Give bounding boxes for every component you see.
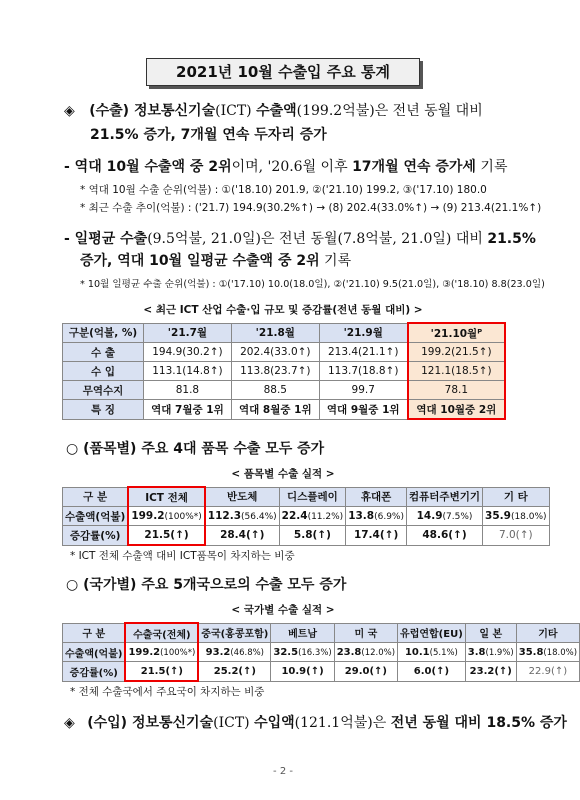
import-summary-line: ◈ (수입) 정보통신기술(ICT) 수입액(121.1억불)은 전년 동월 대비 18.5% 증가 — [64, 715, 567, 731]
export-bullet1: - 역대 10월 수출액 중 2위이며, '20.6월 이후 17개월 연속 증가세 기록 — [64, 159, 508, 175]
country-export-table — [62, 622, 580, 682]
item-table-caption: < 품목별 수출 실적 > — [231, 468, 335, 480]
page-number: - 2 - — [273, 766, 293, 777]
country-table-note: * 전체 수출국에서 주요국이 차지하는 비중 — [70, 686, 265, 698]
table-row: 수출액(억불) 199.2(100%*) 112.3(56.4%) 22.4(11.2%) 13.8(6.9%) 14.9(7.5%) 35.9(18.0%) — [63, 507, 550, 526]
table-row: 증감률(%) 21.5(↑) 25.2(↑) 10.9(↑) 29.0(↑) 6.0(↑) 23.2(↑) 22.9(↑) — [63, 662, 580, 682]
ict-trade-table — [62, 322, 506, 420]
diamond-marker-icon: ◈ — [64, 103, 75, 119]
item-export-table — [62, 486, 550, 546]
table-header-row: 구 분 ICT 전체 반도체 디스플레이 휴대폰 컴퓨터주변기기 기 타 — [63, 487, 550, 507]
country-table-caption: < 국가별 수출 실적 > — [231, 604, 335, 616]
table-row: 수 입 113.1(14.8↑) 113.8(23.7↑) 113.7(18.8↑) 121.1(18.5↑) — [63, 362, 506, 381]
page-title: 2021년 10월 수출입 주요 통계 — [146, 58, 420, 86]
export-summary-line2: 21.5% 증가, 7개월 연속 두자리 증가 — [90, 127, 327, 143]
daily-export-bullet-line2: 증가, 역대 10월 일평균 수출액 중 2위 기록 — [80, 253, 352, 269]
table-row: 특 징 역대 7월중 1위 역대 8월중 1위 역대 9월중 1위 역대 10월중 2위 — [63, 400, 506, 420]
note-export-trend: * 최근 수출 추이(억불) : ('21.7) 194.9(30.2%↑) → (8) 202.4(33.0%↑) → (9) 213.4(21.1%↑) — [80, 202, 542, 214]
table-row: 무역수지 81.8 88.5 99.7 78.1 — [63, 381, 506, 400]
item-table-note: * ICT 전체 수출액 대비 ICT품목이 차지하는 비중 — [70, 550, 295, 562]
table-row: 증감률(%) 21.5(↑) 28.4(↑) 5.8(↑) 17.4(↑) 48.6(↑) 7.0(↑) — [63, 526, 550, 546]
table1-caption: < 최근 ICT 산업 수출·입 규모 및 증감률(전년 동월 대비) > — [143, 304, 423, 316]
export-summary-line1: ◈ (수출) 정보통신기술(ICT) 수출액(199.2억불)은 전년 동월 대비 — [64, 103, 483, 119]
note-daily-rank: * 10월 일평균 수출 순위(억불) : ①('17.10) 10.0(18.0일), ②('21.10) 9.5(21.0일), ③('18.10) 8.8(23.0일) — [80, 279, 545, 290]
item-section-heading: ○ (품목별) 주요 4대 품목 수출 모두 증가 — [66, 441, 325, 457]
table-row: 수출액(억불) 199.2(100%*) 93.2(46.8%) 32.5(16.3%) 23.8(12.0%) 10.1(5.1%) 3.8(1.9%) 35.8(18.0%) — [63, 643, 580, 662]
table-header-row: 구 분 수출국(전체) 중국(홍콩포함) 베트남 미 국 유럽연합(EU) 일 본 기타 — [63, 623, 580, 643]
note-export-rank: * 역대 10월 수출 순위(억불) : ①('18.10) 201.9, ②('21.10) 199.2, ③('17.10) 180.0 — [80, 184, 487, 196]
table-row: 수 출 194.9(30.2↑) 202.4(33.0↑) 213.4(21.1↑) 199.2(21.5↑) — [63, 343, 506, 362]
country-section-heading: ○ (국가별) 주요 5개국으로의 수출 모두 증가 — [66, 577, 347, 593]
daily-export-bullet: - 일평균 수출(9.5억불, 21.0일)은 전년 동월(7.8억불, 21.0일) 대비 21.5% — [64, 231, 536, 247]
diamond-marker-icon: ◈ — [64, 715, 75, 731]
table-header-row: 구분(억불, %) '21.7월 '21.8월 '21.9월 '21.10월ᴾ — [63, 323, 506, 343]
